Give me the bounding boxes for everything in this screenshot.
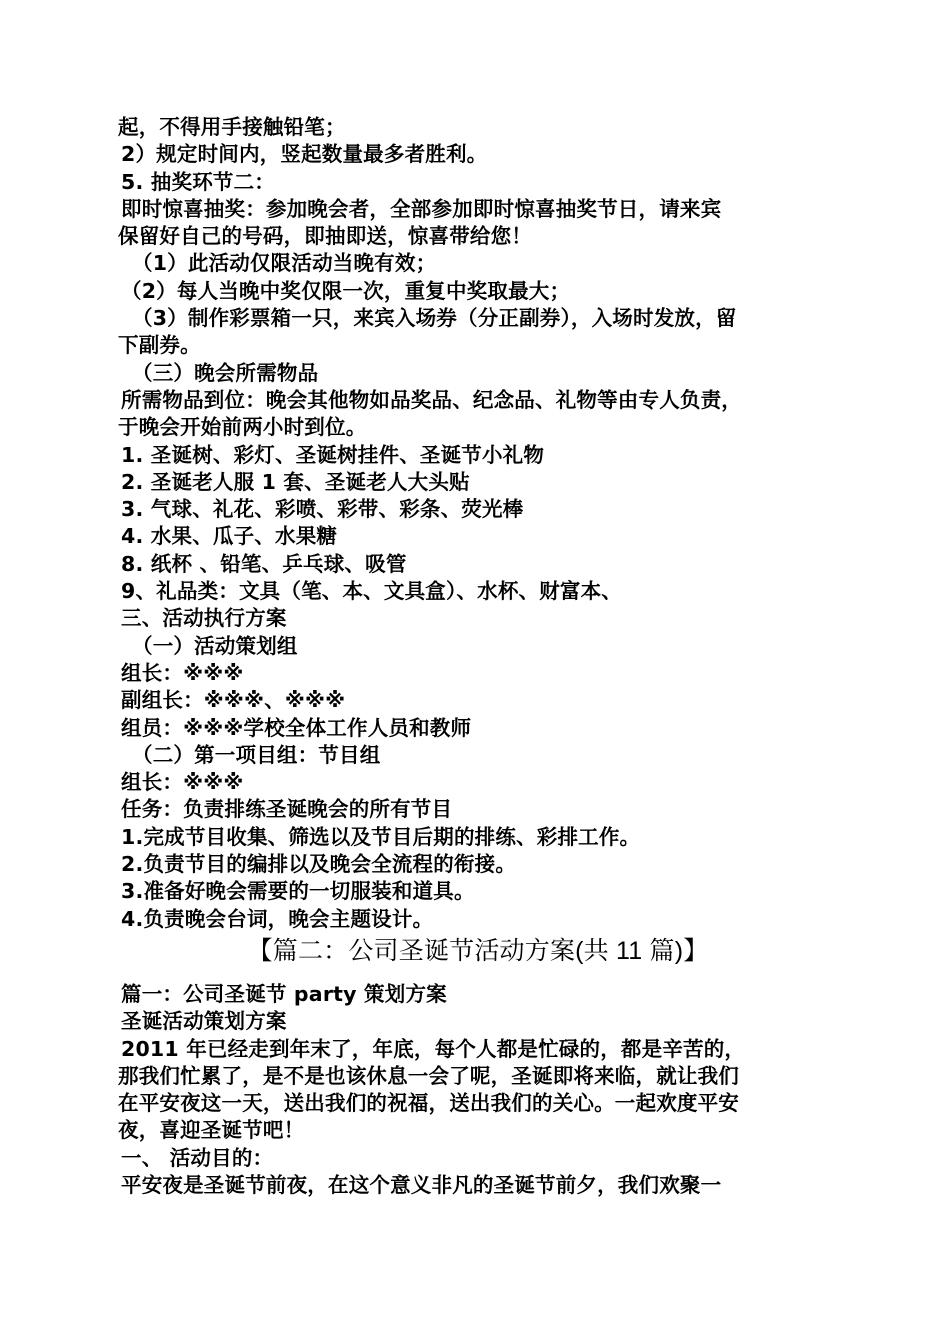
text-line: 篇一：公司圣诞节 party 策划方案 bbox=[121, 981, 447, 1006]
document-body bbox=[118, 114, 838, 1199]
text-line: 1. 圣诞树、彩灯、圣诞树挂件、圣诞节小礼物 bbox=[121, 442, 545, 467]
text-line: 下副券。 bbox=[118, 333, 201, 358]
text-line: 5. 抽奖环节二： bbox=[121, 169, 275, 194]
text-line: 2.负责节目的编排以及晚会全流程的衔接。 bbox=[121, 852, 517, 877]
text-line: 平安夜是圣诞节前夜，在这个意义非凡的圣诞节前夕，我们欢聚一 bbox=[121, 1172, 722, 1197]
text-line: 2）规定时间内，竖起数量最多者胜利。 bbox=[121, 142, 488, 167]
text-line: 于晚会开始前两小时到位。 bbox=[118, 415, 367, 440]
text-line: 即时惊喜抽奖：参加晚会者，全部参加即时惊喜抽奖节日，请来宾 bbox=[121, 196, 722, 221]
text-line: 那我们忙累了，是不是也该休息一会了呢，圣诞即将来临，就让我们 bbox=[118, 1063, 739, 1088]
text-line: 2. 圣诞老人服 1 套、圣诞老人大头贴 bbox=[121, 469, 470, 494]
text-line: 圣诞活动策划方案 bbox=[121, 1009, 287, 1034]
text-line: 3. 气球、礼花、彩喷、彩带、彩条、荧光棒 bbox=[121, 497, 524, 522]
text-line: 夜，喜迎圣诞节吧！ bbox=[118, 1118, 305, 1143]
second-section-text bbox=[118, 981, 838, 1199]
text-line: （三）晚会所需物品 bbox=[132, 360, 319, 385]
text-line: 组员：※※※学校全体工作人员和教师 bbox=[121, 715, 472, 740]
text-line: 1.完成节目收集、筛选以及节目后期的排练、彩排工作。 bbox=[121, 824, 641, 849]
text-line: 4. 水果、瓜子、水果糖 bbox=[121, 524, 338, 549]
text-line: 副组长：※※※、※※※ bbox=[121, 688, 346, 713]
text-line: 起，不得用手接触铅笔； bbox=[118, 115, 346, 139]
text-line: 在平安夜这一天，送出我们的祝福，送出我们的关心。一起欢度平安 bbox=[118, 1091, 739, 1116]
text-line: （二）第一项目组：节目组 bbox=[132, 742, 381, 767]
text-line: 任务：负责排练圣诞晚会的所有节目 bbox=[121, 797, 453, 822]
text-line: 一、 活动目的： bbox=[121, 1145, 274, 1170]
text-line: 组长：※※※ bbox=[121, 770, 244, 795]
text-line: 所需物品到位：晚会其他物如品奖品、纪念品、礼物等由专人负责， bbox=[121, 387, 742, 412]
text-line: 9、礼品类：文具（笔、本、文具盒）、水杯、财富本、 bbox=[121, 579, 623, 604]
text-line: 组长：※※※ bbox=[121, 660, 244, 685]
text-line: 4.负责晚会台词，晚会主题设计。 bbox=[121, 906, 434, 931]
text-line: （2）每人当晚中奖仅限一次，重复中奖取最大； bbox=[121, 278, 571, 303]
text-line: 保留好自己的号码，即抽即送，惊喜带给您！ bbox=[118, 224, 532, 249]
text-line: 3.准备好晚会需要的一切服装和道具。 bbox=[121, 879, 475, 904]
text-line: 2011 年已经走到年末了，年底，每个人都是忙碌的，都是辛苦的， bbox=[121, 1036, 746, 1061]
text-line: 三、活动执行方案 bbox=[121, 606, 287, 631]
text-line: （3）制作彩票箱一只，来宾入场券（分正副券），入场时发放，留 bbox=[132, 306, 737, 331]
text-line: 8. 纸杯 、铅笔、乒乓球、吸管 bbox=[121, 551, 407, 576]
text-line: （一）活动策划组 bbox=[132, 633, 298, 658]
text-line: （1）此活动仅限活动当晚有效； bbox=[132, 251, 437, 276]
first-section-text bbox=[118, 114, 838, 933]
section-heading: 【篇二：公司圣诞节活动方案(共 11 篇)】 bbox=[247, 936, 709, 965]
